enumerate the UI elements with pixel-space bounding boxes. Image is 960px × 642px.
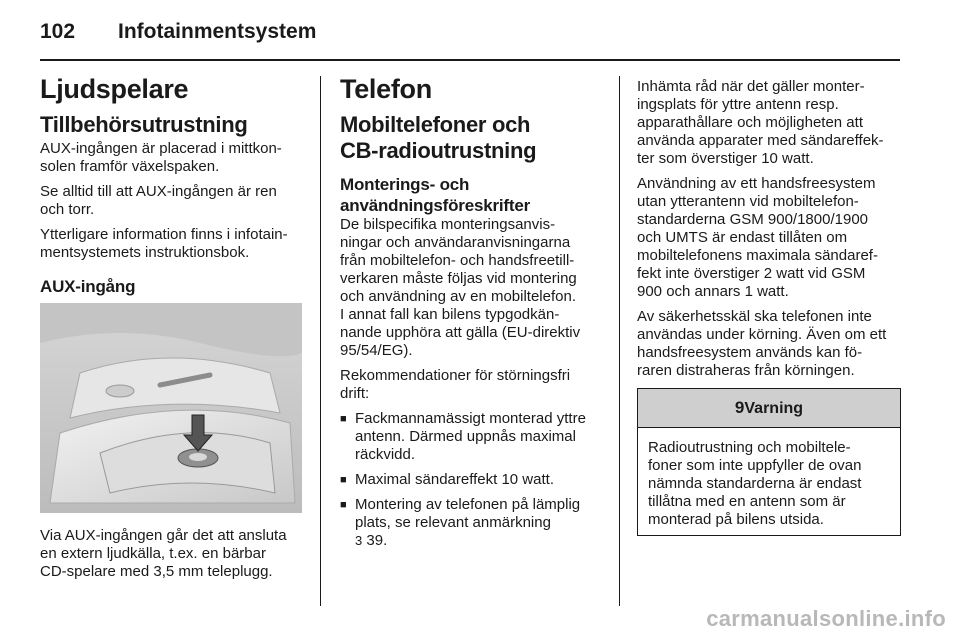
mounting-heading: Monterings- och användningsföreskrifter: [340, 175, 531, 215]
paragraph-aux-location: AUX-ingången är placerad i mittkon- solen framför växelspaken.: [40, 140, 282, 175]
subsection-heading-mobile-cb: Mobiltelefoner och CB-radioutrustning: [340, 112, 537, 163]
header-title: Infotainmentsystem: [118, 20, 317, 43]
aux-heading: AUX-ingång: [40, 277, 136, 296]
recommendation-list: [340, 410, 602, 550]
warning-header: [638, 389, 900, 428]
paragraph-safety: Av säkerhetsskäl ska telefonen inte användas under körning. Även om ett handsfreesystem används kan fö- raren distraheras från körningen.: [637, 308, 887, 379]
warning-text: Radioutrustning och mobiltele- foner som inte uppfyller de ovan nämnda standarderna är endast tillåtna med en antenn som är monterad på bilens utsida.: [648, 439, 862, 528]
paragraph-mounting-instructions: De bilspecifika monteringsanvis- ningar och användaranvisningarna från mobiltelefon- och handsfreetill- verkaren måste följas vid montering och användning av en mobiltelefon. I annat fall kan bilens typgodkän- nande upphöra att gälla (EU-direktiv 95/54/EG).: [340, 216, 581, 359]
header-rule: [40, 59, 900, 61]
aux-socket-icon: [40, 303, 302, 513]
list-item: ■ Fackmannamässigt monterad yttre antenn. Därmed uppnås maximal räckvidd.: [340, 410, 602, 464]
aux-socket-illustration: [40, 303, 302, 513]
page-number: 102: [40, 20, 76, 43]
page-header: [0, 0, 960, 62]
list-item: [340, 496, 602, 550]
paragraph-recommendations: Rekommendationer för störningsfri drift:: [340, 367, 571, 402]
column-divider-2: [619, 76, 620, 606]
warning-icon: 9: [734, 398, 745, 417]
page-ref-link[interactable]: 39.: [366, 532, 388, 549]
paragraph-handsfree: Användning av ett handsfreesystem utan ytterantenn vid mobiltelefon- standarderna GSM 900/1800/1900 och UMTS är endast tillåten om mobiltelefonens maximala sändaref- fekt inte överstiger 2 watt vid GSM 900 och annars 1 watt.: [637, 175, 878, 300]
column-audio: [40, 70, 302, 588]
section-heading-telefon: Telefon: [340, 74, 432, 104]
column-phone-cont: [637, 78, 901, 536]
page-ref-symbol: 3: [355, 533, 363, 548]
column-phone: [340, 70, 602, 557]
warning-title: Varning: [744, 400, 804, 417]
warning-box: [637, 388, 901, 536]
watermark: carmanualsonline.info: [706, 606, 946, 631]
paragraph-antenna-advice: Inhämta råd när det gäller monter- ingsplats för yttre antenn resp. apparathållare och möjligheten att använda apparater med sändareffek- ter som överstiger 10 watt.: [637, 78, 884, 167]
column-divider-1: [320, 76, 321, 606]
list-item: ■ Maximal sändareffekt 10 watt.: [340, 471, 602, 489]
paragraph-more-info: Ytterligare information finns i infotain- mentsystemets instruktionsbok.: [40, 226, 288, 261]
section-heading-ljudspelare: Ljudspelare: [40, 74, 189, 104]
subsection-heading-accessories: Tillbehörsutrustning: [40, 112, 248, 137]
warning-body: [638, 428, 900, 535]
list-item-text: Montering av telefonen på lämplig plats, se relevant anmärkning: [355, 496, 581, 531]
paragraph-aux-caption: Via AUX-ingången går det att ansluta en extern ljudkälla, t.ex. en bärbar CD-spelare med 3,5 mm teleplugg.: [40, 527, 287, 580]
paragraph-aux-clean: Se alltid till att AUX-ingången är ren och torr.: [40, 183, 277, 218]
